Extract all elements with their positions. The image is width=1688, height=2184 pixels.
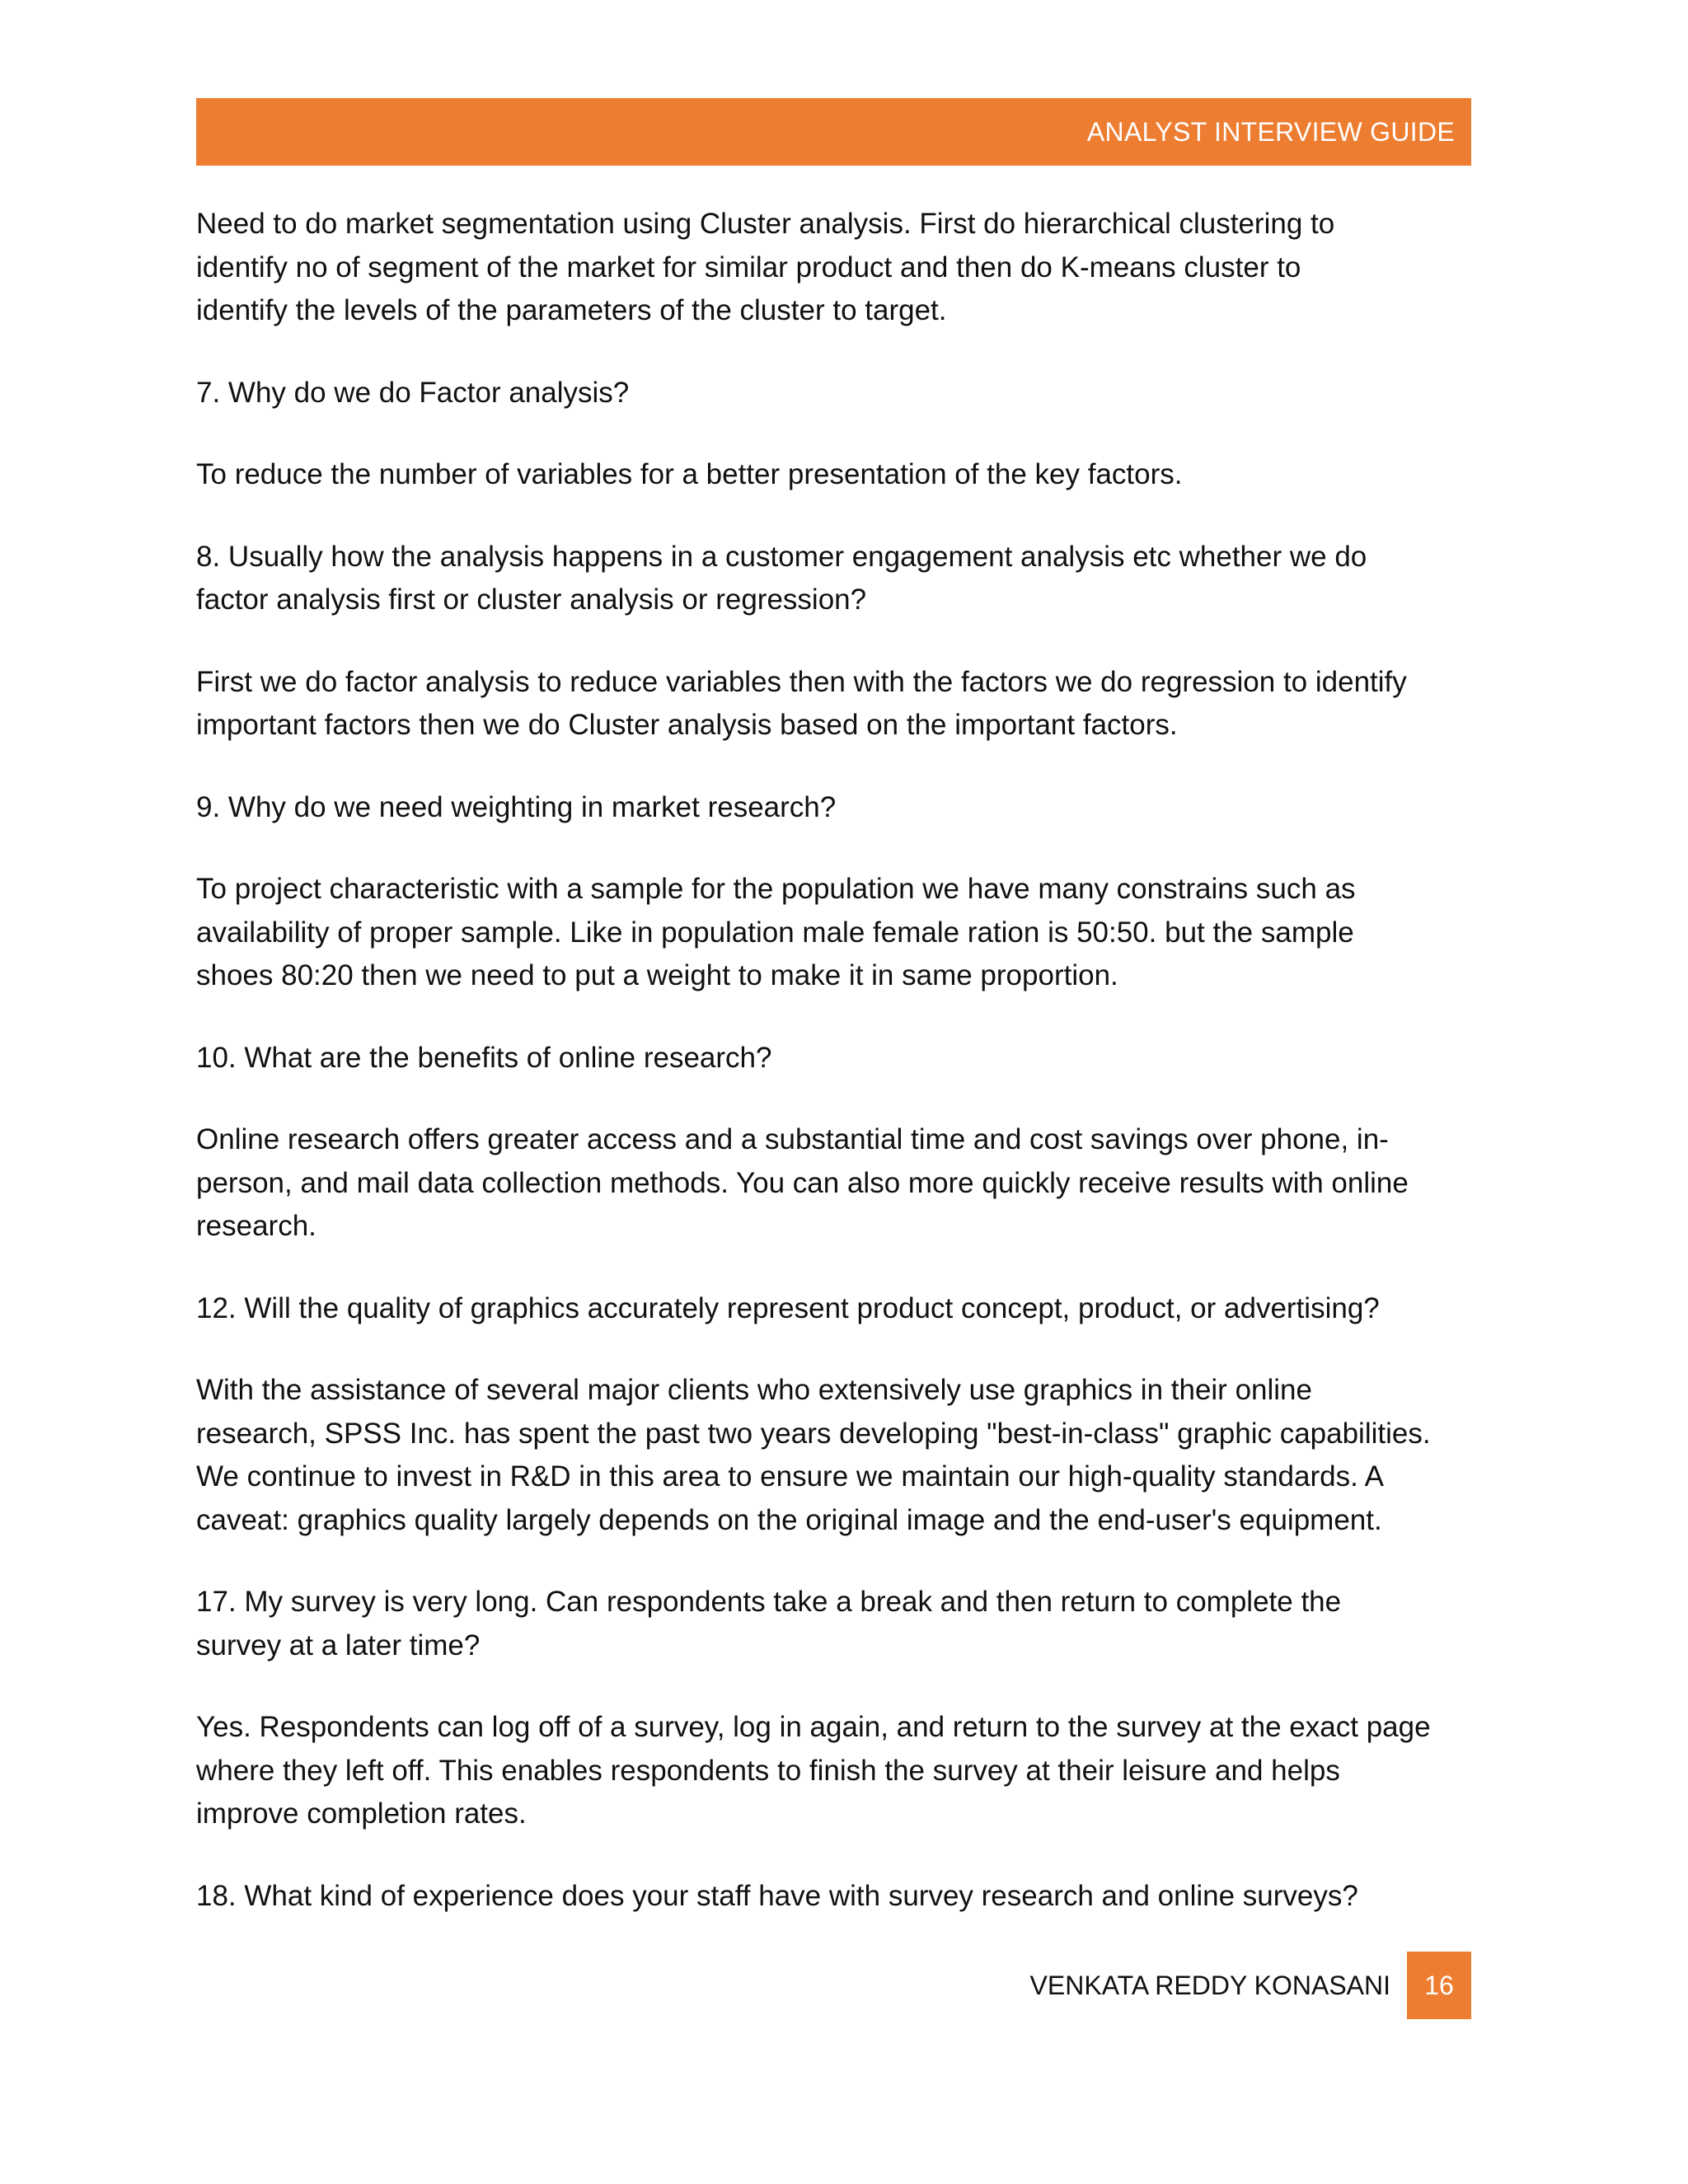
page-footer (196, 1952, 1471, 2019)
answer-17: Yes. Respondents can log off of a survey, log in again, and return to the survey at the exact page where they left off. This enables respondents to finish the survey at their leisure and helps improve completion rates. (196, 1711, 1431, 1830)
question-18: 18. What kind of experience does your staff have with survey research and online surveys? (196, 1879, 1358, 1912)
header-title: ANALYST INTERVIEW GUIDE (1086, 117, 1455, 147)
answer-9: To project characteristic with a sample for the population we have many constrains such as availability of proper sample. Like in population male female ration is 50:50. but the sample shoes 80:20 then we need to put a weight to make it in same proportion. (196, 873, 1356, 991)
page-number: 16 (1424, 1971, 1454, 2000)
question-17: 17. My survey is very long. Can respondents take a break and then return to complete the survey at a later time? (196, 1586, 1342, 1661)
question-9: 9. Why do we need weighting in market research? (196, 790, 837, 823)
question-10: 10. What are the benefits of online research? (196, 1041, 772, 1074)
answer-10: Online research offers greater access and a substantial time and cost savings over phone, in- person, and mail data collection methods. You can also more quickly receive results with online research. (196, 1123, 1409, 1242)
answer-8: First we do factor analysis to reduce variables then with the factors we do regression to identify important factors then we do Cluster analysis based on the important factors. (196, 665, 1407, 741)
question-8: 8. Usually how the analysis happens in a customer engagement analysis etc whether we do factor analysis first or cluster analysis or regression? (196, 540, 1367, 616)
question-7: 7. Why do we do Factor analysis? (196, 376, 630, 409)
answer-7: To reduce the number of variables for a better presentation of the key factors. (196, 458, 1183, 490)
page-content (196, 203, 1474, 1957)
header-band (196, 98, 1471, 166)
footer-author: VENKATA REDDY KONASANI (1029, 1971, 1390, 2000)
answer-paragraph-segmentation: Need to do market segmentation using Cluster analysis. First do hierarchical clustering to identify no of segment of the market for similar product and then do K-means cluster to identify the levels of the parameters of the cluster to target. (196, 208, 1335, 326)
page-number-badge (1407, 1952, 1471, 2019)
answer-12: With the assistance of several major clients who extensively use graphics in their online research, SPSS Inc. has spent the past two years developing "best-in-class" graphic capabilities. We continue to invest in R&D in this area to ensure we maintain our high-quality standards. A caveat: graphics quality largely depends on the original image and the end-user's equipment. (196, 1374, 1431, 1536)
question-12: 12. Will the quality of graphics accurately represent product concept, product, or advertising? (196, 1291, 1380, 1324)
